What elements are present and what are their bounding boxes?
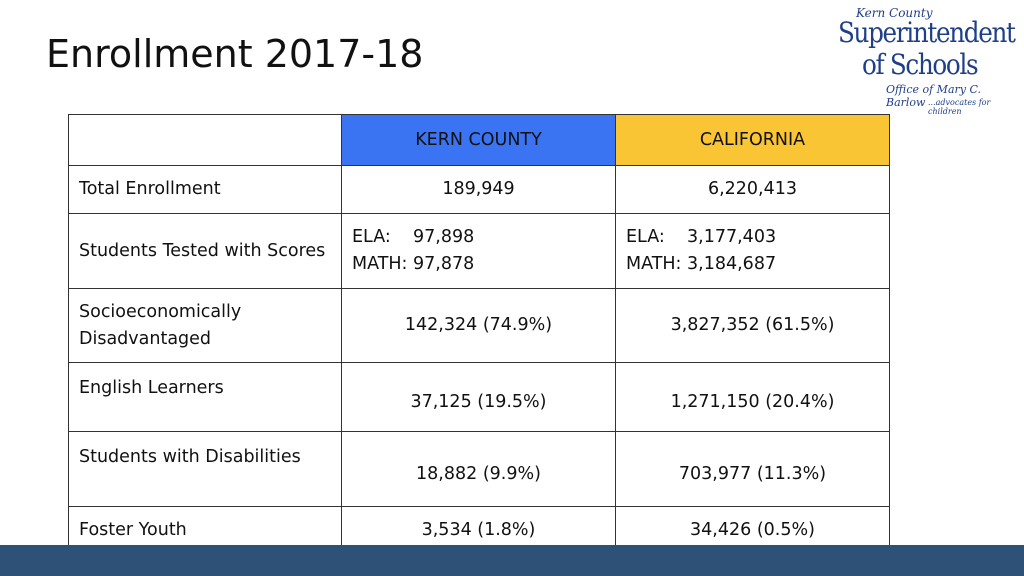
california-value: [616, 214, 890, 289]
row-label: English Learners: [69, 363, 342, 432]
header-kern-county: KERN COUNTY: [342, 115, 616, 166]
kern-value: 142,324 (74.9%): [342, 289, 616, 363]
kern-value: [342, 214, 616, 289]
table-row: [69, 214, 890, 289]
logo-line-kern-county: Kern County: [856, 6, 933, 20]
row-label: Students with Disabilities: [69, 432, 342, 507]
header-empty-cell: [69, 115, 342, 166]
kern-value: 37,125 (19.5%): [342, 363, 616, 432]
logo-line-tagline: ...advocates for children: [928, 98, 991, 116]
california-value: 703,977 (11.3%): [616, 432, 890, 507]
table-row: [69, 289, 890, 363]
california-math-value: MATH: 3,184,687: [626, 254, 777, 274]
header-california: CALIFORNIA: [616, 115, 890, 166]
enrollment-table: [68, 114, 890, 555]
table-row: [69, 166, 890, 214]
row-label: Students Tested with Scores: [69, 214, 342, 289]
kern-ela-value: ELA: 97,898: [352, 227, 475, 247]
california-value: 6,220,413: [616, 166, 890, 214]
california-ela-value: ELA: 3,177,403: [626, 227, 777, 247]
kern-value: 3,534 (1.8%): [342, 507, 616, 555]
california-value: 3,827,352 (61.5%): [616, 289, 890, 363]
california-value: 34,426 (0.5%): [616, 507, 890, 555]
logo-line-office: Office of Mary C. Barlow: [886, 83, 981, 109]
row-label: Socioeconomically Disadvantaged: [69, 289, 342, 363]
kern-math-value: MATH: 97,878: [352, 254, 475, 274]
row-label: Foster Youth: [69, 507, 342, 555]
kcsos-logo: [836, 6, 1015, 116]
table-row: [69, 432, 890, 507]
page-title: Enrollment 2017-18: [46, 32, 424, 76]
california-value: 1,271,150 (20.4%): [616, 363, 890, 432]
row-label: Total Enrollment: [69, 166, 342, 214]
footer-bar: [0, 545, 1024, 576]
table-header-row: [69, 115, 890, 166]
table-row: [69, 363, 890, 432]
logo-line-of-schools: of Schools: [862, 48, 978, 81]
kern-value: 189,949: [342, 166, 616, 214]
logo-line-superintendent: Superintendent: [838, 16, 1015, 49]
kern-value: 18,882 (9.9%): [342, 432, 616, 507]
